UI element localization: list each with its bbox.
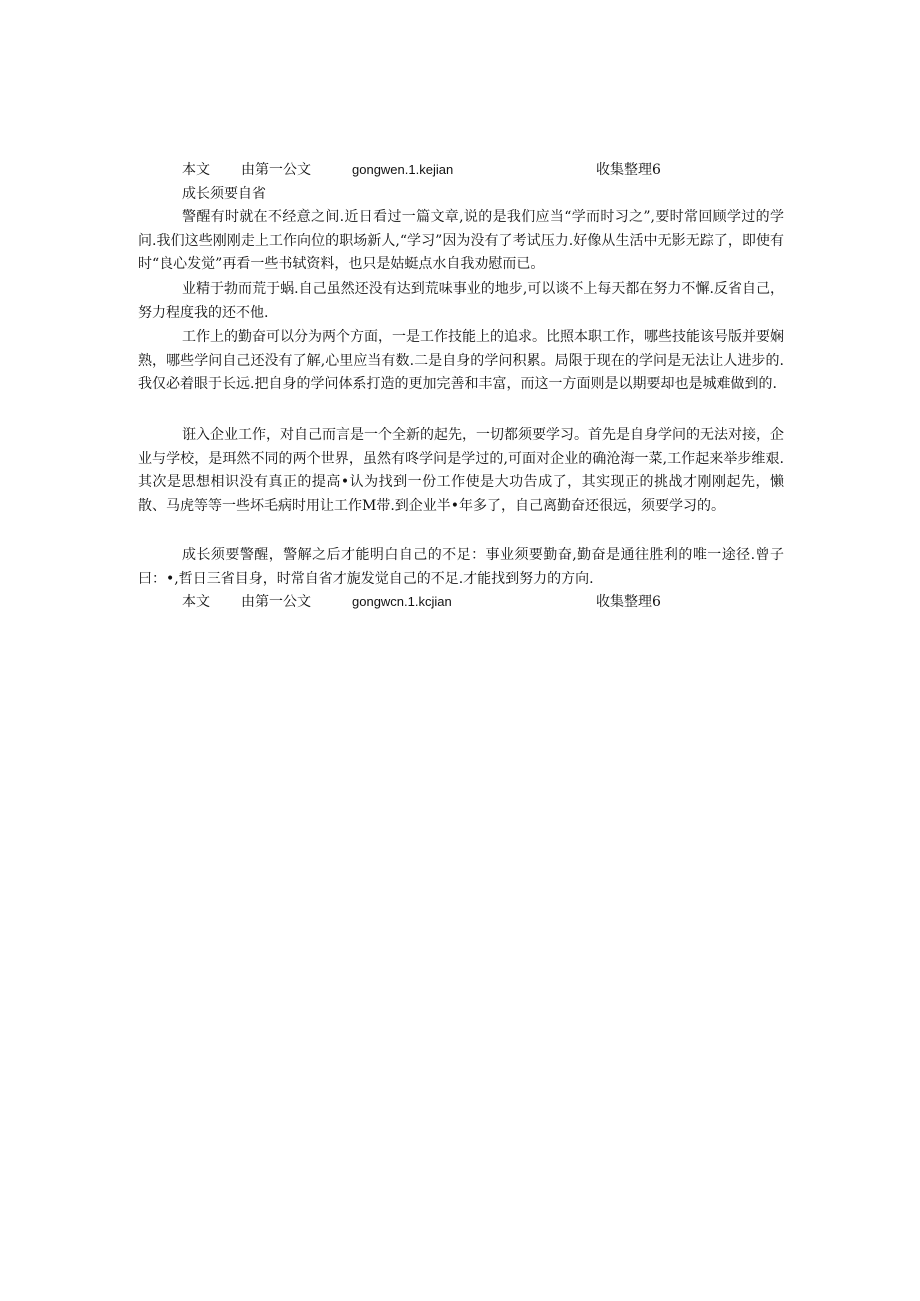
document-title: 成长须要自省 xyxy=(182,186,266,202)
header-label-4: 收集整理6 xyxy=(596,162,661,178)
paragraph-4: 诳入企业工作，对自己而言是一个全新的起先，一切都须要学习。首先是自身学问的无法对接，企业与学校，是珥然不同的两个世界，虽然有咚学问是学过的,可面对企业的确沧海一菜,工作起来举步维艰.其次是思想相识没有真正的提高•认为找到一份工作使是大功告成了，其实现正的挑战才刚刚起先，懒散、马虎等等一些坏毛病时用让工作M带.到企业半•年多了，自己离勤奋还很远，须要学习的。 xyxy=(138,427,784,514)
footer-label-1: 本文 xyxy=(182,594,210,610)
paragraph-5: 成长须要警醒，警解之后才能明白自己的不足：事业须要勤奋,勤奋是通往胜利的唯一途径.曾子曰：•,哲日三省目身，时常自省才旎发觉自己的不足.才能找到努力的方向. xyxy=(138,547,784,587)
page-footer xyxy=(0,591,920,613)
header-label-2: 由第一公文 xyxy=(241,162,311,178)
paragraph-2: 业精于勃而荒于蜗.自己虽然还没有达到荒味事业的地步,可以谈不上每天都在努力不懈.反省自己，努力程度我的还不他. xyxy=(138,281,784,321)
footer-source-link: gongwcn.1.kcjian xyxy=(352,594,452,609)
paragraph-3: 工作上的勤奋可以分为两个方面，一是工作技能上的追求。比照本职工作，哪些技能该号版并要娴熟，哪些学问自己还没有了解,心里应当有数.二是自身的学问积累。局限于现在的学问是无法让人进步的.我仅必着眼于长远.把自身的学问体系打造的更加完善和丰富，而这一方面则是以期要却也是城难做到的. xyxy=(138,329,784,392)
footer-label-2: 由第一公文 xyxy=(241,594,311,610)
header-label-1: 本文 xyxy=(182,162,210,178)
paragraph-1: 警醒有时就在不经意之间.近日看过一篇文章,说的是我们应当“学而时习之”,要时常回顾学过的学问.我们这些刚刚走上工作向位的职场新人,“学习”因为没有了考试压力.好像从生活中无影无踪了，即使有时“良心发觉”再看一些书轼资料，也只是姑蜓点水自我劝慰而已。 xyxy=(138,209,784,272)
header-source-link: gongwen.1.kejian xyxy=(352,162,454,177)
footer-label-4: 收集整理6 xyxy=(596,594,661,610)
page-header xyxy=(0,159,920,181)
